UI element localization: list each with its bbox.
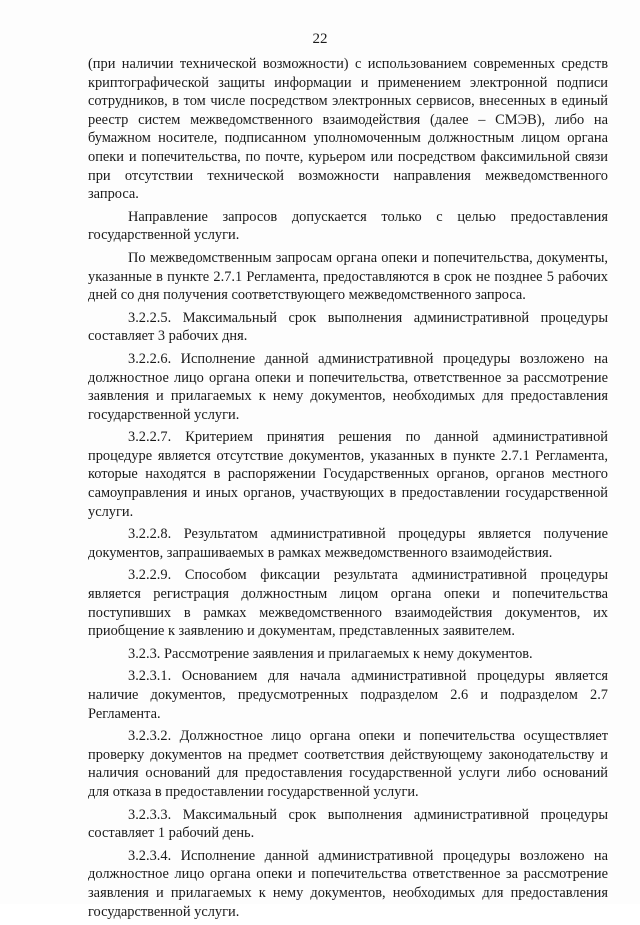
paragraph: Направление запросов допускается только с целью предоставления государственной услуги. (88, 208, 608, 244)
paragraph: 3.2.3.2. Должностное лицо органа опеки и попечительства осуществляет проверку документов на предмет соответствия действующему законодательству и наличия оснований для предоставления государственной услуги либо оснований для отказа в предоставлении государственной услуги. (88, 728, 608, 800)
document-body (88, 55, 608, 925)
paragraph: (при наличии технической возможности) с использованием современных средств криптографической защиты информации и применением электронной подписи сотрудников, в том числе посредством электронных сервисов, внесенных в единый реестр систем межведомственного взаимодействия (далее – СМЭВ), либо на бумажном носителе, подписанном уполномоченным должностным лицом органа опеки и попечительства, по почте, курьером или посредством факсимильной связи при отсутствии технической возможности направления межведомственного запроса. (88, 56, 608, 203)
page-number: 22 (312, 31, 328, 47)
paragraph: 3.2.3.3. Максимальный срок выполнения административной процедуры составляет 1 рабочий день. (88, 806, 608, 842)
paragraph: 3.2.2.7. Критерием принятия решения по данной административной процедуре является отсутствие документов, указанных в пункте 2.7.1 Регламента, которые находятся в распоряжении Государственных органов, органов местного самоуправления и иных органов, участвующих в предоставлении государственной услуги. (88, 429, 608, 520)
paragraph: 3.2.3. Рассмотрение заявления и прилагаемых к нему документов. (128, 645, 533, 662)
paragraph: По межведомственным запросам органа опеки и попечительства, документы, указанные в пункте 2.7.1 Регламента, предоставляются в срок не позднее 5 рабочих дней со дня получения соответствующего межведомственного запроса. (88, 249, 608, 304)
paragraph: 3.2.3.4. Исполнение данной административной процедуры возложено на должностное лицо органа опеки и попечительства ответственное за рассмотрение заявления и прилагаемых к нему документов, необходимых для предоставления государственной услуги. (88, 847, 608, 920)
paragraph: 3.2.2.9. Способом фиксации результата административной процедуры является регистрация должностным лицом органа опеки и попечительства поступивших в рамках межведомственного взаимодействия документов, их приобщение к заявлению и документам, представленных заявителем. (88, 567, 608, 640)
paragraph: 3.2.2.6. Исполнение данной административной процедуры возложено на должностное лицо органа опеки и попечительства, ответственное за рассмотрение заявления и прилагаемых к нему документов, необходимых для предоставления государственной услуги. (88, 350, 608, 423)
paragraph: 3.2.2.5. Максимальный срок выполнения административной процедуры составляет 3 рабочих дня. (88, 309, 608, 345)
paragraph: 3.2.3.1. Основанием для начала административной процедуры является наличие документов, предусмотренных подразделом 2.6 и подразделом 2.7 Регламента. (88, 668, 608, 722)
paragraph: 3.2.2.8. Результатом административной процедуры является получение документов, запрашиваемых в рамках межведомственного взаимодействия. (88, 526, 608, 561)
